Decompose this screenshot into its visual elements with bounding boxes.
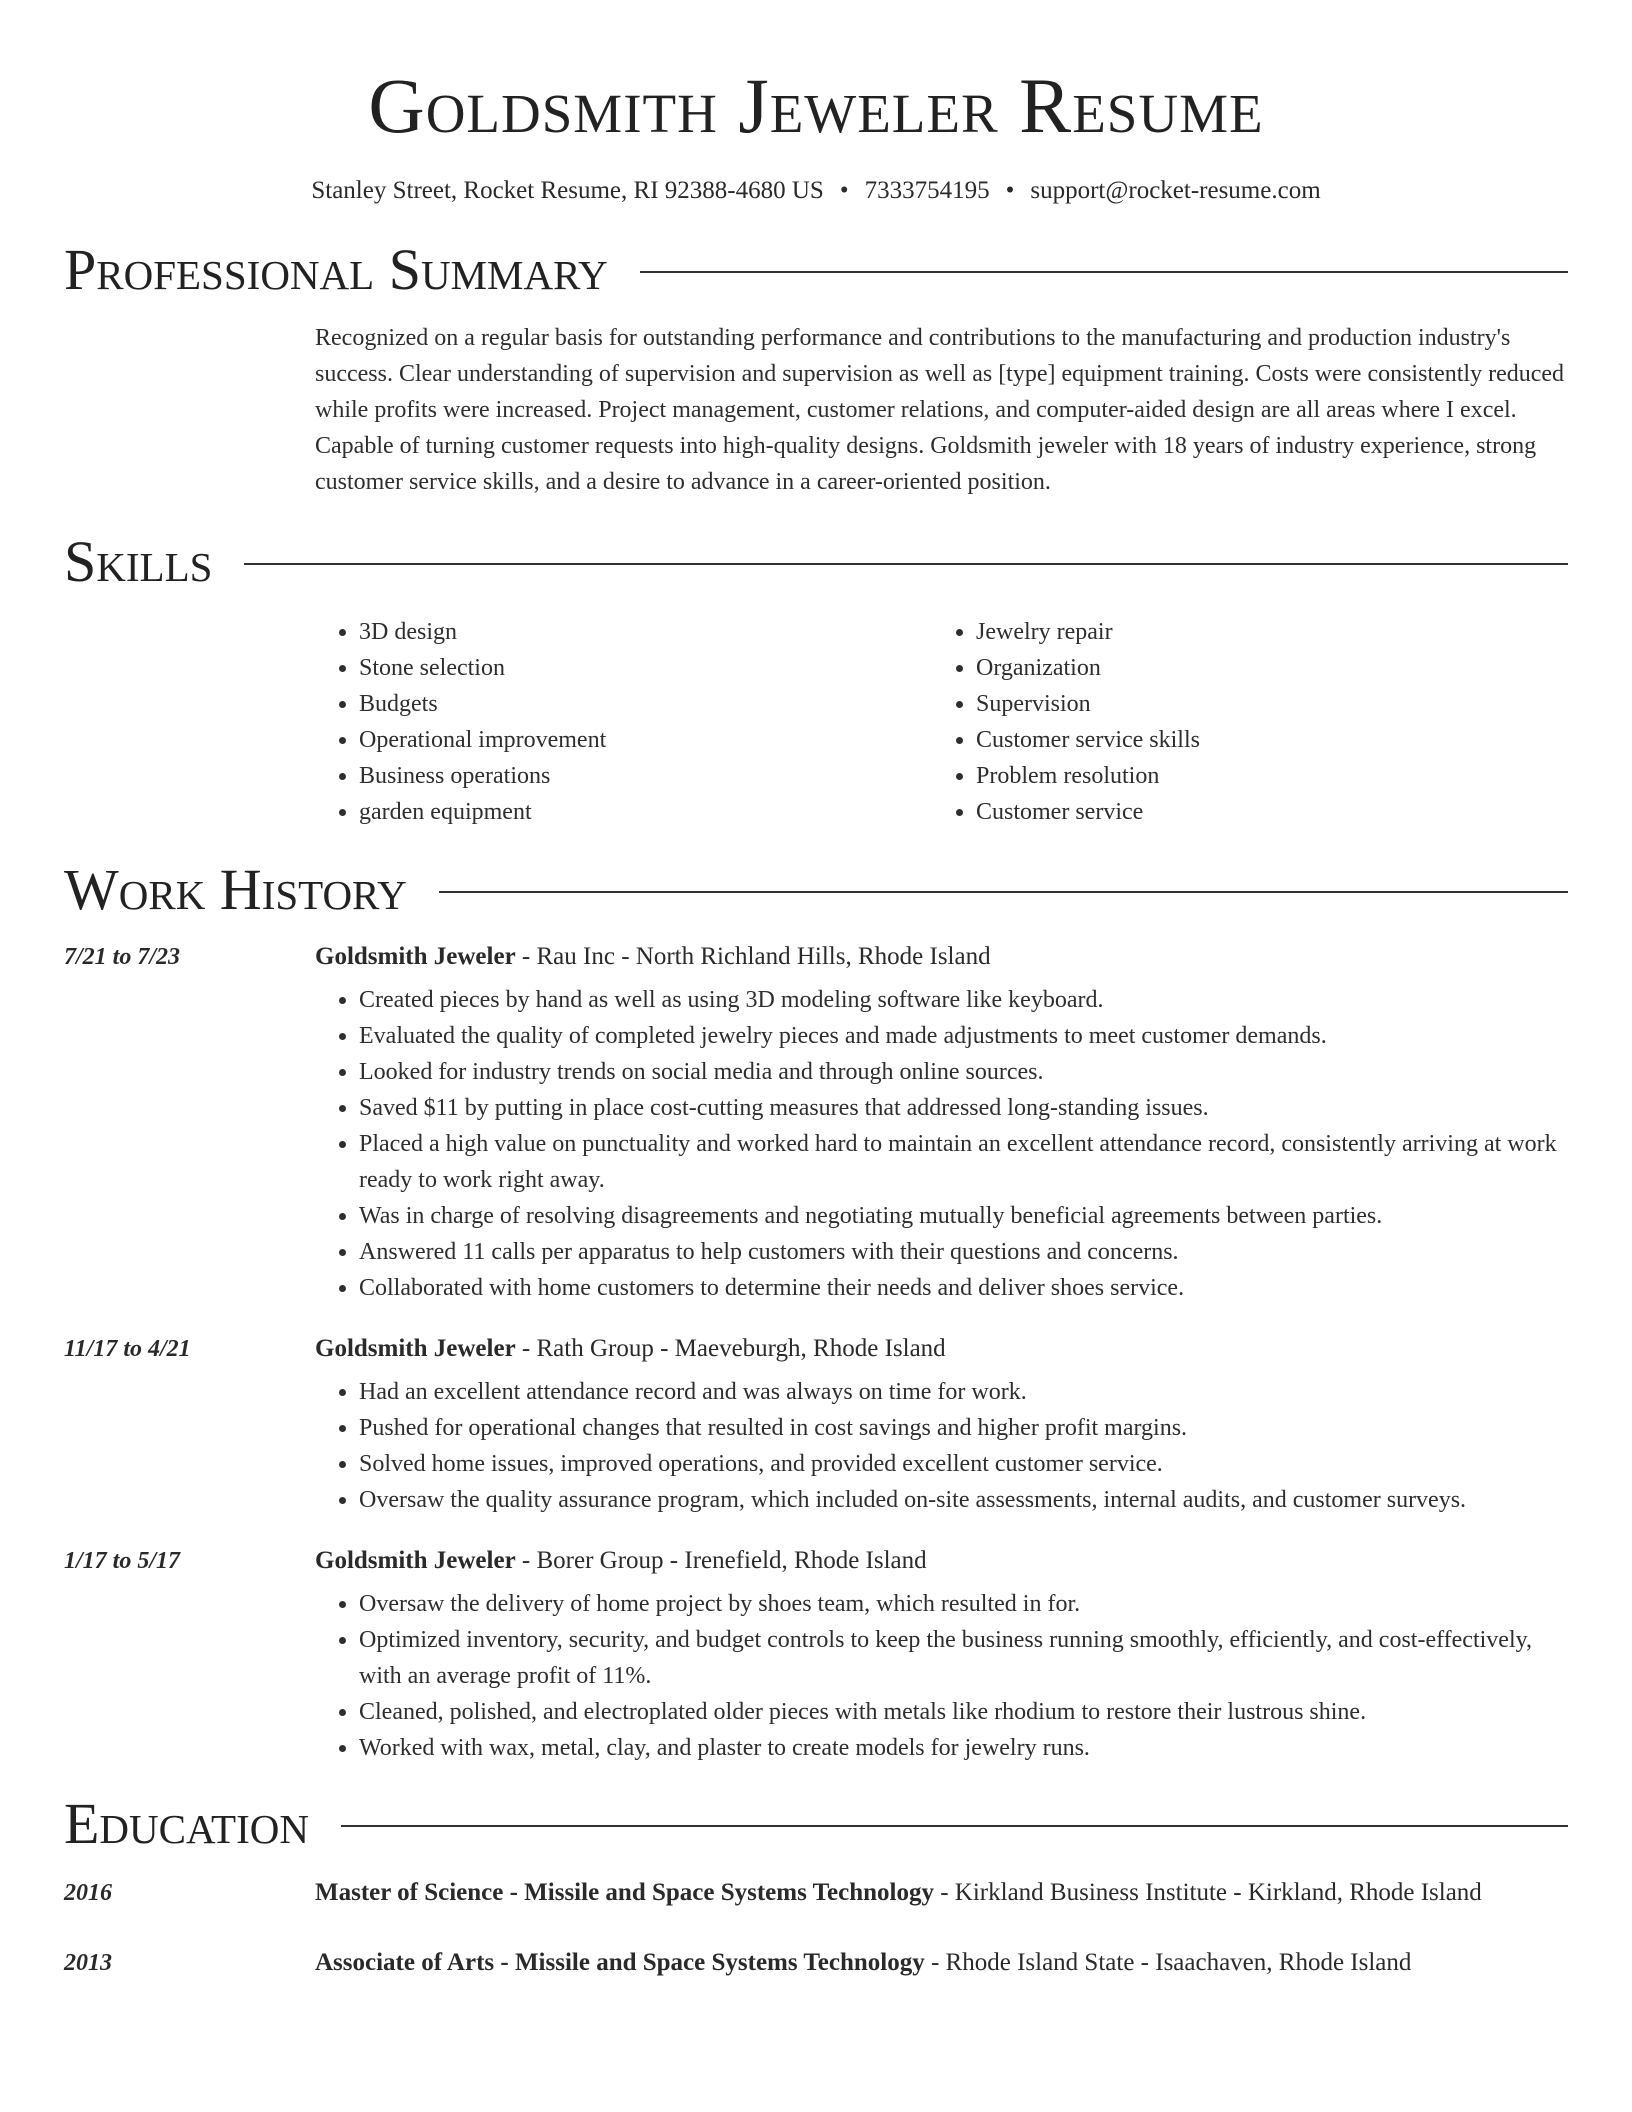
job-body [315,1374,1568,1518]
job-body [315,982,1568,1306]
job-bullet: • Saved $11 by putting in place cost-cutting measures that addressed long-standing issues. [359,1090,1568,1126]
skills-list [315,614,1568,830]
summary-text: Recognized on a regular basis for outstanding performance and contributions to the manufacturing and production industry's success. Clear understanding of supervision and supervision as well as [type] equipment training. Costs were consistently reduced while profits were increased. Project management, customer relations, and computer-aided design are all areas where I excel. Capable of turning customer requests into high-quality designs. Goldsmith jeweler with 18 years of industry experience, strong customer service skills, and a desire to advance in a career-oriented position. [315,325,1565,495]
skill-item: • Stone selection [359,650,932,686]
school-location: - Kirkland Business Institute - Kirkland, Rhode Island [933,1879,1482,1906]
job-bullets [315,1586,1568,1766]
education-section-header [64,1792,1568,1856]
skill-item: • Supervision [976,686,1549,722]
job-title-line [315,1544,927,1578]
education-entry [64,1876,1568,1910]
job-bullet: • Collaborated with home customers to determine their needs and deliver shoes service. [359,1270,1568,1306]
section-title-work-history: Work History [64,857,407,922]
email: support@rocket-resume.com [1030,177,1321,204]
section-title-summary: Professional Summary [64,237,608,302]
education-year: 2013 [64,1950,112,1976]
job-bullet: • Optimized inventory, security, and budget controls to keep the business running smoothly, efficiently, and cost-effectively, with an average profit of 11%. [359,1622,1568,1694]
section-title-skills: Skills [64,529,213,594]
job-header [64,940,1568,974]
address: Stanley Street, Rocket Resume, RI 92388-4680 US [311,177,824,204]
skill-item: • Customer service skills [976,722,1549,758]
job-bullet: • Was in charge of resolving disagreements and negotiating mutually beneficial agreements between parties. [359,1198,1568,1234]
education-line [315,1876,1482,1910]
skill-item: • Operational improvement [359,722,932,758]
job-bullet: • Placed a high value on punctuality and worked hard to maintain an excellent attendance record, consistently arriving at work ready to work right away. [359,1126,1568,1198]
education-line [315,1946,1411,1980]
job-header [64,1544,1568,1578]
skills-section-header [64,530,1568,594]
job-bullet: • Solved home issues, improved operations, and provided excellent customer service. [359,1446,1568,1482]
job-body [315,1586,1568,1766]
job-company-location: - Borer Group - Irenefield, Rhode Island [515,1547,927,1574]
job-bullet: • Oversaw the quality assurance program, which included on-site assessments, internal audits, and customer surveys. [359,1482,1568,1518]
skill-item: • 3D design [359,614,932,650]
job-title-line [315,940,991,974]
job-company-location: - Rath Group - Maeveburgh, Rhode Island [515,1335,946,1362]
skill-item: • garden equipment [359,794,932,830]
job-bullet: • Had an excellent attendance record and was always on time for work. [359,1374,1568,1410]
job-bullets [315,1374,1568,1518]
job-bullet: • Pushed for operational changes that resulted in cost savings and higher profit margins. [359,1410,1568,1446]
skills-column-left [315,614,932,830]
skill-item: • Problem resolution [976,758,1549,794]
education-list [64,1876,1568,1980]
job-dates: 7/21 to 7/23 [64,944,181,970]
separator-dot: • [1005,177,1015,204]
degree: Master of Science - Missile and Space Systems Technology [315,1879,934,1906]
job-header [64,1332,1568,1366]
job-title: Goldsmith Jeweler [315,1547,516,1574]
separator-dot: • [839,177,849,204]
phone: 7333754195 [864,177,990,204]
work-section-header [64,858,1568,922]
skill-item: • Budgets [359,686,932,722]
summary-body [315,320,1568,500]
job-title: Goldsmith Jeweler [315,943,516,970]
skill-item: • Business operations [359,758,932,794]
job-dates: 11/17 to 4/21 [64,1336,191,1362]
school-location: - Rhode Island State - Isaachaven, Rhode Island [924,1949,1412,1976]
section-divider [341,1825,1568,1827]
job-bullet: • Evaluated the quality of completed jewelry pieces and made adjustments to meet customer demands. [359,1018,1568,1054]
skill-item: • Organization [976,650,1549,686]
job-entry [64,1544,1568,1766]
degree: Associate of Arts - Missile and Space Systems Technology [315,1949,925,1976]
section-divider [640,271,1568,273]
job-bullet: • Created pieces by hand as well as using 3D modeling software like keyboard. [359,982,1568,1018]
section-divider [244,563,1568,565]
skills-column-right [932,614,1549,830]
section-title-education: Education [64,1791,309,1856]
job-bullets [315,982,1568,1306]
skill-item: • Jewelry repair [976,614,1549,650]
resume-page [64,0,1568,1980]
job-dates: 1/17 to 5/17 [64,1548,181,1574]
job-title-line [315,1332,946,1366]
skill-item: • Customer service [976,794,1549,830]
job-entry [64,940,1568,1306]
job-title: Goldsmith Jeweler [315,1335,516,1362]
education-year: 2016 [64,1880,112,1906]
work-history-list [64,940,1568,1766]
summary-section-header [64,238,1568,302]
job-bullet: • Oversaw the delivery of home project by shoes team, which resulted in for. [359,1586,1568,1622]
contact-line [64,174,1568,208]
job-company-location: - Rau Inc - North Richland Hills, Rhode Island [515,943,991,970]
job-bullet: • Cleaned, polished, and electroplated older pieces with metals like rhodium to restore their lustrous shine. [359,1694,1568,1730]
resume-title: Goldsmith Jeweler Resume [368,62,1264,149]
job-bullet: • Answered 11 calls per apparatus to help customers with their questions and concerns. [359,1234,1568,1270]
job-bullet: • Worked with wax, metal, clay, and plaster to create models for jewelry runs. [359,1730,1568,1766]
job-entry [64,1332,1568,1518]
job-bullet: • Looked for industry trends on social media and through online sources. [359,1054,1568,1090]
education-entry [64,1946,1568,1980]
section-divider [439,891,1568,893]
